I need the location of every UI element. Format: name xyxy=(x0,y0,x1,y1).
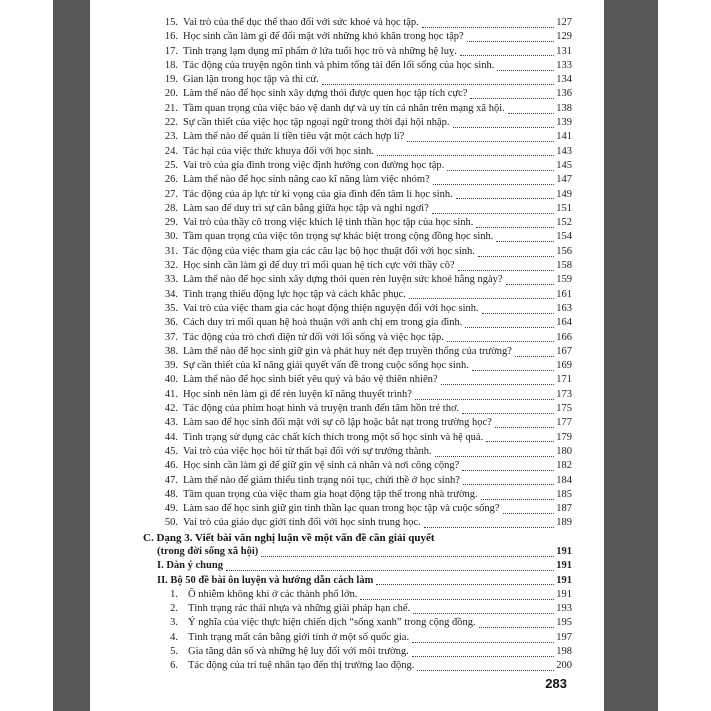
entry-page: 182 xyxy=(556,460,572,472)
entry-number: 42. xyxy=(164,403,178,415)
entry-title: Ý nghĩa của việc thực hiện chiến dịch “sống xanh” trong cộng đồng. xyxy=(188,617,476,629)
dot-leader xyxy=(422,27,554,28)
entry-title: Gian lận trong học tập và thi cử. xyxy=(183,74,319,86)
entry-number: 30. xyxy=(164,231,178,243)
entry-page: 139 xyxy=(556,117,572,129)
entry-number: 17. xyxy=(164,45,178,57)
entry-title: Vai trò của gia đình trong việc định hướng con đường học tập. xyxy=(183,159,445,171)
dot-leader xyxy=(261,556,554,557)
dot-leader xyxy=(417,670,554,671)
dot-leader xyxy=(467,41,555,42)
entry-page: 175 xyxy=(556,403,572,415)
dot-leader xyxy=(409,298,554,299)
entry-title: Làm thế nào để học sinh xây dựng thói quen rèn luyện sức khoẻ hằng ngày? xyxy=(183,274,503,286)
entry-title: Tầm quan trọng của việc tôn trọng sự khác biệt trong cộng đồng học sinh. xyxy=(183,231,494,243)
toc-entry xyxy=(143,631,572,645)
toc-entry xyxy=(143,445,572,459)
dot-leader xyxy=(360,599,554,600)
toc-entry xyxy=(143,373,572,387)
entry-title: Vai trò của thầy cô trong việc khích lệ tinh thần học tập của học sinh. xyxy=(183,217,474,229)
entry-number: 3. xyxy=(170,617,178,629)
entry-number: 19. xyxy=(164,74,178,86)
entry-page: 195 xyxy=(556,617,572,629)
toc-entry xyxy=(143,145,572,159)
entry-title: Làm thế nào để học sinh biết yêu quý và bảo vệ thiên nhiên? xyxy=(183,374,438,386)
entry-page: 171 xyxy=(556,374,572,386)
entry-title: Tầm quan trọng của việc bảo vệ danh dự và uy tín cá nhân trên mạng xã hội. xyxy=(183,102,505,114)
dot-leader xyxy=(447,341,554,342)
entry-title: Làm thế nào để học sinh giữ gìn và phát huy nét đẹp truyền thống của trường? xyxy=(183,345,512,357)
toc-entry xyxy=(143,202,572,216)
entry-number: 15. xyxy=(164,17,178,28)
entry-number: 32. xyxy=(164,260,178,272)
entry-title: Làm thế nào để giảm thiểu tình trạng nói tục, chửi thề ở học sinh? xyxy=(183,474,460,486)
entry-title: Gia tăng dân số và những hệ luỵ đối với môi trường. xyxy=(188,646,409,658)
scan-background-right-bar xyxy=(604,0,658,711)
entry-page: 167 xyxy=(556,345,572,357)
entry-page: 141 xyxy=(556,131,572,143)
entry-title: Học sinh cần làm gì để đối mặt với những khó khăn trong học tập? xyxy=(183,31,464,43)
entry-page: 185 xyxy=(556,488,572,500)
dot-leader xyxy=(432,213,554,214)
dot-leader xyxy=(465,327,554,328)
entry-page: 138 xyxy=(556,102,572,114)
entry-page: 169 xyxy=(556,360,572,372)
entry-title: Tác động của trò chơi điện tử đối với lối sống và việc học tập. xyxy=(183,331,444,343)
entry-page: 152 xyxy=(556,217,572,229)
entry-title: Tầm quan trọng của việc tham gia hoạt động tập thể trong nhà trường. xyxy=(183,488,478,500)
entry-page: 136 xyxy=(556,88,572,100)
toc-entry xyxy=(143,659,572,673)
entry-title: (trong đời sống xã hội) xyxy=(157,545,259,557)
toc-entry xyxy=(143,216,572,230)
entry-title: Sự cần thiết của kĩ năng giải quyết vấn đề trong cuộc sống học sinh. xyxy=(183,360,469,372)
toc-entry xyxy=(143,16,572,30)
entry-number: 38. xyxy=(164,345,178,357)
page-number: 283 xyxy=(545,676,567,691)
entry-number: 41. xyxy=(164,388,178,400)
dot-leader xyxy=(476,227,554,228)
entry-number: 33. xyxy=(164,274,178,286)
entry-page: 187 xyxy=(556,503,572,515)
toc-entry xyxy=(143,474,572,488)
entry-title: Tác động của trí tuệ nhân tạo đến thị trường lao động. xyxy=(188,660,415,672)
entry-title: Vai trò của thể dục thể thao đối với sức khoẻ và học tập. xyxy=(183,17,419,28)
entry-page: 156 xyxy=(556,245,572,257)
dot-leader xyxy=(508,113,554,114)
dot-leader xyxy=(478,256,554,257)
entry-title: Làm sao để học sinh đối mặt với sự cô lập hoặc bắt nạt trong trường học? xyxy=(183,417,492,429)
toc-entry xyxy=(143,102,572,116)
table-of-contents xyxy=(143,16,572,674)
entry-title: Tình trạng sử dụng các chất kích thích trong một số học sinh và hệ quả. xyxy=(183,431,484,443)
dot-leader xyxy=(503,513,555,514)
entry-number: 43. xyxy=(164,417,178,429)
entry-number: 20. xyxy=(164,88,178,100)
dot-leader xyxy=(486,441,554,442)
dot-leader xyxy=(506,284,555,285)
entry-title: Tình trạng rác thải nhựa và những giải pháp hạn chế. xyxy=(188,603,411,615)
toc-entry xyxy=(143,130,572,144)
entry-page: 145 xyxy=(556,159,572,171)
dot-leader xyxy=(462,470,554,471)
entry-page: 158 xyxy=(556,260,572,272)
toc-entry xyxy=(143,459,572,473)
entry-number: 21. xyxy=(164,102,178,114)
toc-entry xyxy=(143,359,572,373)
entry-title: Học sinh cần làm gì để duy trì mối quan hệ tích cực với thầy cô? xyxy=(183,260,455,272)
dot-leader xyxy=(413,613,554,614)
scan-background-left-bar xyxy=(53,0,90,711)
dot-leader xyxy=(441,384,555,385)
dot-leader xyxy=(470,98,554,99)
section-c-heading: C. Dạng 3. Viết bài văn nghị luận về một vấn đề cần giải quyết xyxy=(143,531,435,544)
dot-leader xyxy=(495,427,554,428)
entry-page: 143 xyxy=(556,145,572,157)
dot-leader xyxy=(460,55,554,56)
entry-title: Vai trò của giáo dục giới tính đối với học sinh trung học. xyxy=(183,517,421,529)
entry-page: 151 xyxy=(556,202,572,214)
entry-page: 154 xyxy=(556,231,572,243)
dot-leader xyxy=(479,627,555,628)
entry-title: Học sinh cần làm gì để giữ gìn vệ sinh cá nhân và nơi công cộng? xyxy=(183,460,460,472)
entry-number: 26. xyxy=(164,174,178,186)
toc-entry xyxy=(143,230,572,244)
entry-page: 173 xyxy=(556,388,572,400)
entry-number: 39. xyxy=(164,360,178,372)
entry-number: 31. xyxy=(164,245,178,257)
entry-number: 25. xyxy=(164,159,178,171)
entry-number: 5. xyxy=(170,646,178,658)
entry-title: Cách duy trì mối quan hệ hoà thuận với anh chị em trong gia đình. xyxy=(183,317,463,329)
toc-entry xyxy=(143,45,572,59)
entry-page: 198 xyxy=(556,646,572,658)
toc-entry xyxy=(143,488,572,502)
entry-title: Tác động của phim hoạt hình và truyện tranh đến tâm hồn trẻ thơ. xyxy=(183,403,460,415)
entry-number: 6. xyxy=(170,660,178,672)
entry-number: 23. xyxy=(164,131,178,143)
toc-entry xyxy=(143,273,572,287)
dot-leader xyxy=(482,313,555,314)
toc-entry xyxy=(143,402,572,416)
entry-page: 184 xyxy=(556,474,572,486)
toc-entry xyxy=(143,188,572,202)
dot-leader xyxy=(412,642,554,643)
entry-page: 177 xyxy=(556,417,572,429)
toc-entry xyxy=(143,331,572,345)
dot-leader xyxy=(407,141,554,142)
entry-title: Làm thế nào để học sinh xây dựng thói được quen học tập tích cực? xyxy=(183,88,468,100)
entry-page: 189 xyxy=(556,517,572,529)
dot-leader xyxy=(412,656,554,657)
entry-number: 49. xyxy=(164,503,178,515)
entry-page: 180 xyxy=(556,445,572,457)
dot-leader xyxy=(322,84,555,85)
entry-page: 200 xyxy=(556,660,572,672)
toc-entry xyxy=(143,559,572,573)
toc-entry xyxy=(143,602,572,616)
dot-leader xyxy=(458,270,555,271)
entry-page: 129 xyxy=(556,31,572,43)
dot-leader xyxy=(496,241,554,242)
toc-entry xyxy=(143,431,572,445)
entry-number: 44. xyxy=(164,431,178,443)
toc-entry xyxy=(143,59,572,73)
entry-title: Tác hại của việc thức khuya đối với học sinh. xyxy=(183,145,374,157)
entry-page: 191 xyxy=(556,545,572,557)
toc-entry xyxy=(143,173,572,187)
entry-title: Làm sao để học sinh giữ gìn tinh thần lạc quan trong học tập và cuộc sống? xyxy=(183,503,500,515)
entry-page: 147 xyxy=(556,174,572,186)
toc-entry xyxy=(143,245,572,259)
entry-title: Vai trò của việc học hỏi từ thất bại đối với sự trưởng thành. xyxy=(183,445,432,457)
dot-leader xyxy=(456,198,555,199)
entry-page: 191 xyxy=(556,588,572,600)
entry-title: I. Dàn ý chung xyxy=(157,560,223,572)
entry-page: 197 xyxy=(556,631,572,643)
entry-page: 191 xyxy=(556,560,572,572)
entry-number: 50. xyxy=(164,517,178,529)
entry-number: 37. xyxy=(164,331,178,343)
toc-entry xyxy=(143,73,572,87)
entry-page: 133 xyxy=(556,59,572,71)
entry-number: 4. xyxy=(170,631,178,643)
dot-leader xyxy=(433,184,555,185)
entry-number: 1. xyxy=(170,588,178,600)
entry-number: 29. xyxy=(164,217,178,229)
entry-title: Sự cần thiết của việc học tập ngoại ngữ trong thời đại hội nhập. xyxy=(183,117,450,129)
entry-title: Tình trạng thiếu động lực học tập và cách khắc phục. xyxy=(183,288,406,300)
toc-entry xyxy=(143,87,572,101)
dot-leader xyxy=(435,456,555,457)
entry-number: 34. xyxy=(164,288,178,300)
entry-page: 191 xyxy=(556,574,572,586)
dot-leader xyxy=(226,570,554,571)
entry-title: Tác động của việc tham gia các câu lạc bộ học thuật đối với học sinh. xyxy=(183,245,475,257)
entry-number: 40. xyxy=(164,374,178,386)
entry-title: Ô nhiễm không khí ở các thành phố lớn. xyxy=(188,588,358,600)
entry-page: 159 xyxy=(556,274,572,286)
toc-entry xyxy=(143,502,572,516)
entry-number: 22. xyxy=(164,117,178,129)
entry-page: 166 xyxy=(556,331,572,343)
entry-title: Làm thế nào để quản lí tiền tiêu vặt một cách hợp lí? xyxy=(183,131,405,143)
entry-title: Tác động của truyện ngôn tình và phim tổng tài đến lối sống của học sinh. xyxy=(183,59,495,71)
toc-entry xyxy=(143,302,572,316)
dot-leader xyxy=(453,127,555,128)
toc-entry xyxy=(143,159,572,173)
entry-page: 179 xyxy=(556,431,572,443)
entry-number: 16. xyxy=(164,31,178,43)
toc-entry xyxy=(143,116,572,130)
entry-page: 131 xyxy=(556,45,572,57)
entry-page: 149 xyxy=(556,188,572,200)
entry-title: II. Bộ 50 đề bài ôn luyện và hướng dẫn cách làm xyxy=(157,574,374,586)
entry-number: 47. xyxy=(164,474,178,486)
entry-number: 36. xyxy=(164,317,178,329)
entry-number: 35. xyxy=(164,302,178,314)
entry-page: 193 xyxy=(556,603,572,615)
entry-page: 163 xyxy=(556,302,572,314)
dot-leader xyxy=(481,499,555,500)
entry-title: Tình trạng mất cân bằng giới tính ở một số quốc gia. xyxy=(188,631,410,643)
toc-entry xyxy=(143,574,572,588)
toc-entry xyxy=(143,316,572,330)
dot-leader xyxy=(515,356,554,357)
entry-number: 27. xyxy=(164,188,178,200)
toc-entry xyxy=(143,288,572,302)
entry-number: 45. xyxy=(164,445,178,457)
entry-number: 28. xyxy=(164,202,178,214)
entry-page: 161 xyxy=(556,288,572,300)
entry-number: 46. xyxy=(164,460,178,472)
entry-number: 2. xyxy=(170,603,178,615)
toc-entry xyxy=(143,345,572,359)
toc-entry xyxy=(143,30,572,44)
entry-title: Làm thế nào để học sinh nâng cao kĩ năng làm việc nhóm? xyxy=(183,174,430,186)
dot-leader xyxy=(463,484,554,485)
dot-leader xyxy=(462,413,554,414)
toc-entry xyxy=(143,259,572,273)
entry-title: Tác động của áp lực từ kì vọng của gia đình đến tâm lí học sinh. xyxy=(183,188,453,200)
entry-title: Làm sao để duy trì sự cân bằng giữa học tập và nghỉ ngơi? xyxy=(183,202,429,214)
dot-leader xyxy=(447,170,554,171)
toc-entry xyxy=(143,616,572,630)
entry-page: 127 xyxy=(556,17,572,28)
dot-leader xyxy=(497,70,554,71)
entry-number: 48. xyxy=(164,488,178,500)
entry-page: 134 xyxy=(556,74,572,86)
toc-main-entries xyxy=(143,16,572,531)
dot-leader xyxy=(472,370,554,371)
entry-number: 18. xyxy=(164,59,178,71)
dot-leader xyxy=(377,155,554,156)
entry-title: Học sinh nên làm gì để rèn luyện kĩ năng thuyết trình? xyxy=(183,388,412,400)
entry-number: 24. xyxy=(164,145,178,157)
toc-entry xyxy=(143,645,572,659)
entry-title: Vai trò của việc tham gia các hoạt động thiện nguyện đối với học sinh. xyxy=(183,302,479,314)
toc-entry xyxy=(143,416,572,430)
section-c-entries xyxy=(143,588,572,674)
toc-entry xyxy=(143,388,572,402)
dot-leader xyxy=(376,584,554,585)
toc-entry xyxy=(143,516,572,530)
toc-entry xyxy=(143,588,572,602)
entry-title: Tình trạng lạm dụng mĩ phẩm ở lứa tuổi học trò và những hệ luỵ. xyxy=(183,45,457,57)
dot-leader xyxy=(424,527,555,528)
entry-page: 164 xyxy=(556,317,572,329)
toc-entry xyxy=(143,545,572,559)
section-c-subheadings xyxy=(143,545,572,588)
dot-leader xyxy=(415,399,554,400)
